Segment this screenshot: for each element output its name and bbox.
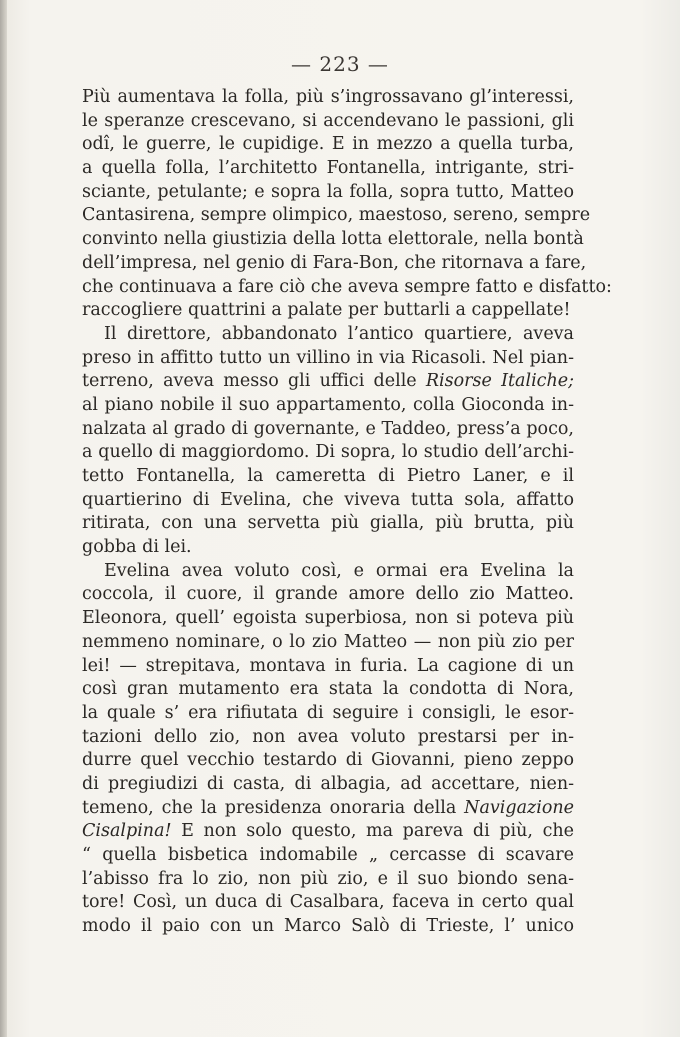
text-segment: E non solo questo, ma pareva di più, che <box>171 821 574 842</box>
text-line: tazioni dello zio, non avea voluto prestarsi per in- <box>82 726 574 747</box>
text-line: al piano nobile il suo appartamento, colla Gioconda in- <box>82 394 574 415</box>
text-line: Il direttore, abbandonato l’antico quartiere, aveva <box>104 323 574 344</box>
text-line: “ quella bisbetica indomabile „ cercasse di scavare <box>82 845 574 865</box>
text-line: di pregiudizi di casta, di albagia, ad accettare, nien- <box>82 773 574 794</box>
text-line: durre quel vecchio testardo di Giovanni, pieno zeppo <box>82 750 574 771</box>
page-number: — 223 — <box>291 52 389 76</box>
italic-title: Cisalpina! <box>82 821 172 842</box>
text-line: che continuava a fare ciò che aveva sempre fatto e disfatto: <box>82 276 612 297</box>
body-text <box>82 86 612 939</box>
text-segment: temeno, che la presidenza onoraria della <box>82 797 465 818</box>
text-line: coccola, il cuore, il grande amore dello zio Matteo. <box>82 584 574 605</box>
text-line: tetto Fontanella, la cameretta di Pietro Laner, e il <box>82 466 574 486</box>
text-line: tore! Così, un duca di Casalbara, faceva in certo qual <box>82 892 574 913</box>
italic-title: Risorse Italiche; <box>425 371 574 392</box>
text-line: gobba di lei. <box>82 537 192 558</box>
page-binding-edge <box>0 0 7 1037</box>
text-line: Cantasirena, sempre olimpico, maestoso, sereno, sempre <box>82 205 591 226</box>
italic-title: Navigazione <box>464 797 574 818</box>
text-line: le speranze crescevano, si accendevano le passioni, gli <box>82 110 574 131</box>
text-line: Evelina avea voluto così, e ormai era Evelina la <box>104 560 574 581</box>
text-line: dell’impresa, nel genio di Fara-Bon, che ritornava a fare, <box>82 252 587 273</box>
text-line: ritirata, con una servetta più gialla, più brutta, più <box>82 513 574 534</box>
text-line: Più aumentava la folla, più s’ingrossavano gl’interessi, <box>82 87 574 107</box>
text-line: a quella folla, l’architetto Fontanella, intrigante, stri- <box>82 158 574 179</box>
text-line: a quello di maggiordomo. Di sopra, lo studio dell’archi- <box>82 442 574 463</box>
text-line <box>82 370 574 394</box>
text-line: la quale s’ era rifiutata di seguire i consigli, le esor- <box>82 702 574 723</box>
text-line: convinto nella giustizia della lotta elettorale, nella bontà <box>82 229 584 250</box>
text-line: raccogliere quattrini a palate per buttarli a cappellate! <box>82 300 571 321</box>
text-line: nemmeno nominare, o lo zio Matteo — non più zio per <box>82 631 574 652</box>
text-segment: terreno, aveva messo gli uffici delle <box>82 371 426 392</box>
text-line: lei! — strepitava, montava in furia. La cagione di un <box>82 655 574 676</box>
text-line <box>82 797 574 821</box>
text-line: modo il paio con un Marco Salò di Trieste, l’ unico <box>82 916 574 937</box>
text-line: Eleonora, quell’ egoista superbiosa, non si poteva più <box>82 608 574 629</box>
text-line: preso in affitto tutto un villino in via Ricasoli. Nel pian- <box>82 347 574 368</box>
text-line: odî, le guerre, le cupidige. E in mezzo a quella turba, <box>82 134 574 155</box>
text-line <box>82 820 574 844</box>
text-line: sciante, petulante; e sopra la folla, sopra tutto, Matteo <box>82 181 574 202</box>
text-line: quartierino di Evelina, che viveva tutta sola, affatto <box>82 489 574 510</box>
text-line: nalzata al grado di governante, e Taddeo, press’a poco, <box>82 418 574 439</box>
text-line: l’abisso fra lo zio, non più zio, e il suo biondo sena- <box>82 868 574 889</box>
text-line: così gran mutamento era stata la condotta di Nora, <box>82 679 574 700</box>
